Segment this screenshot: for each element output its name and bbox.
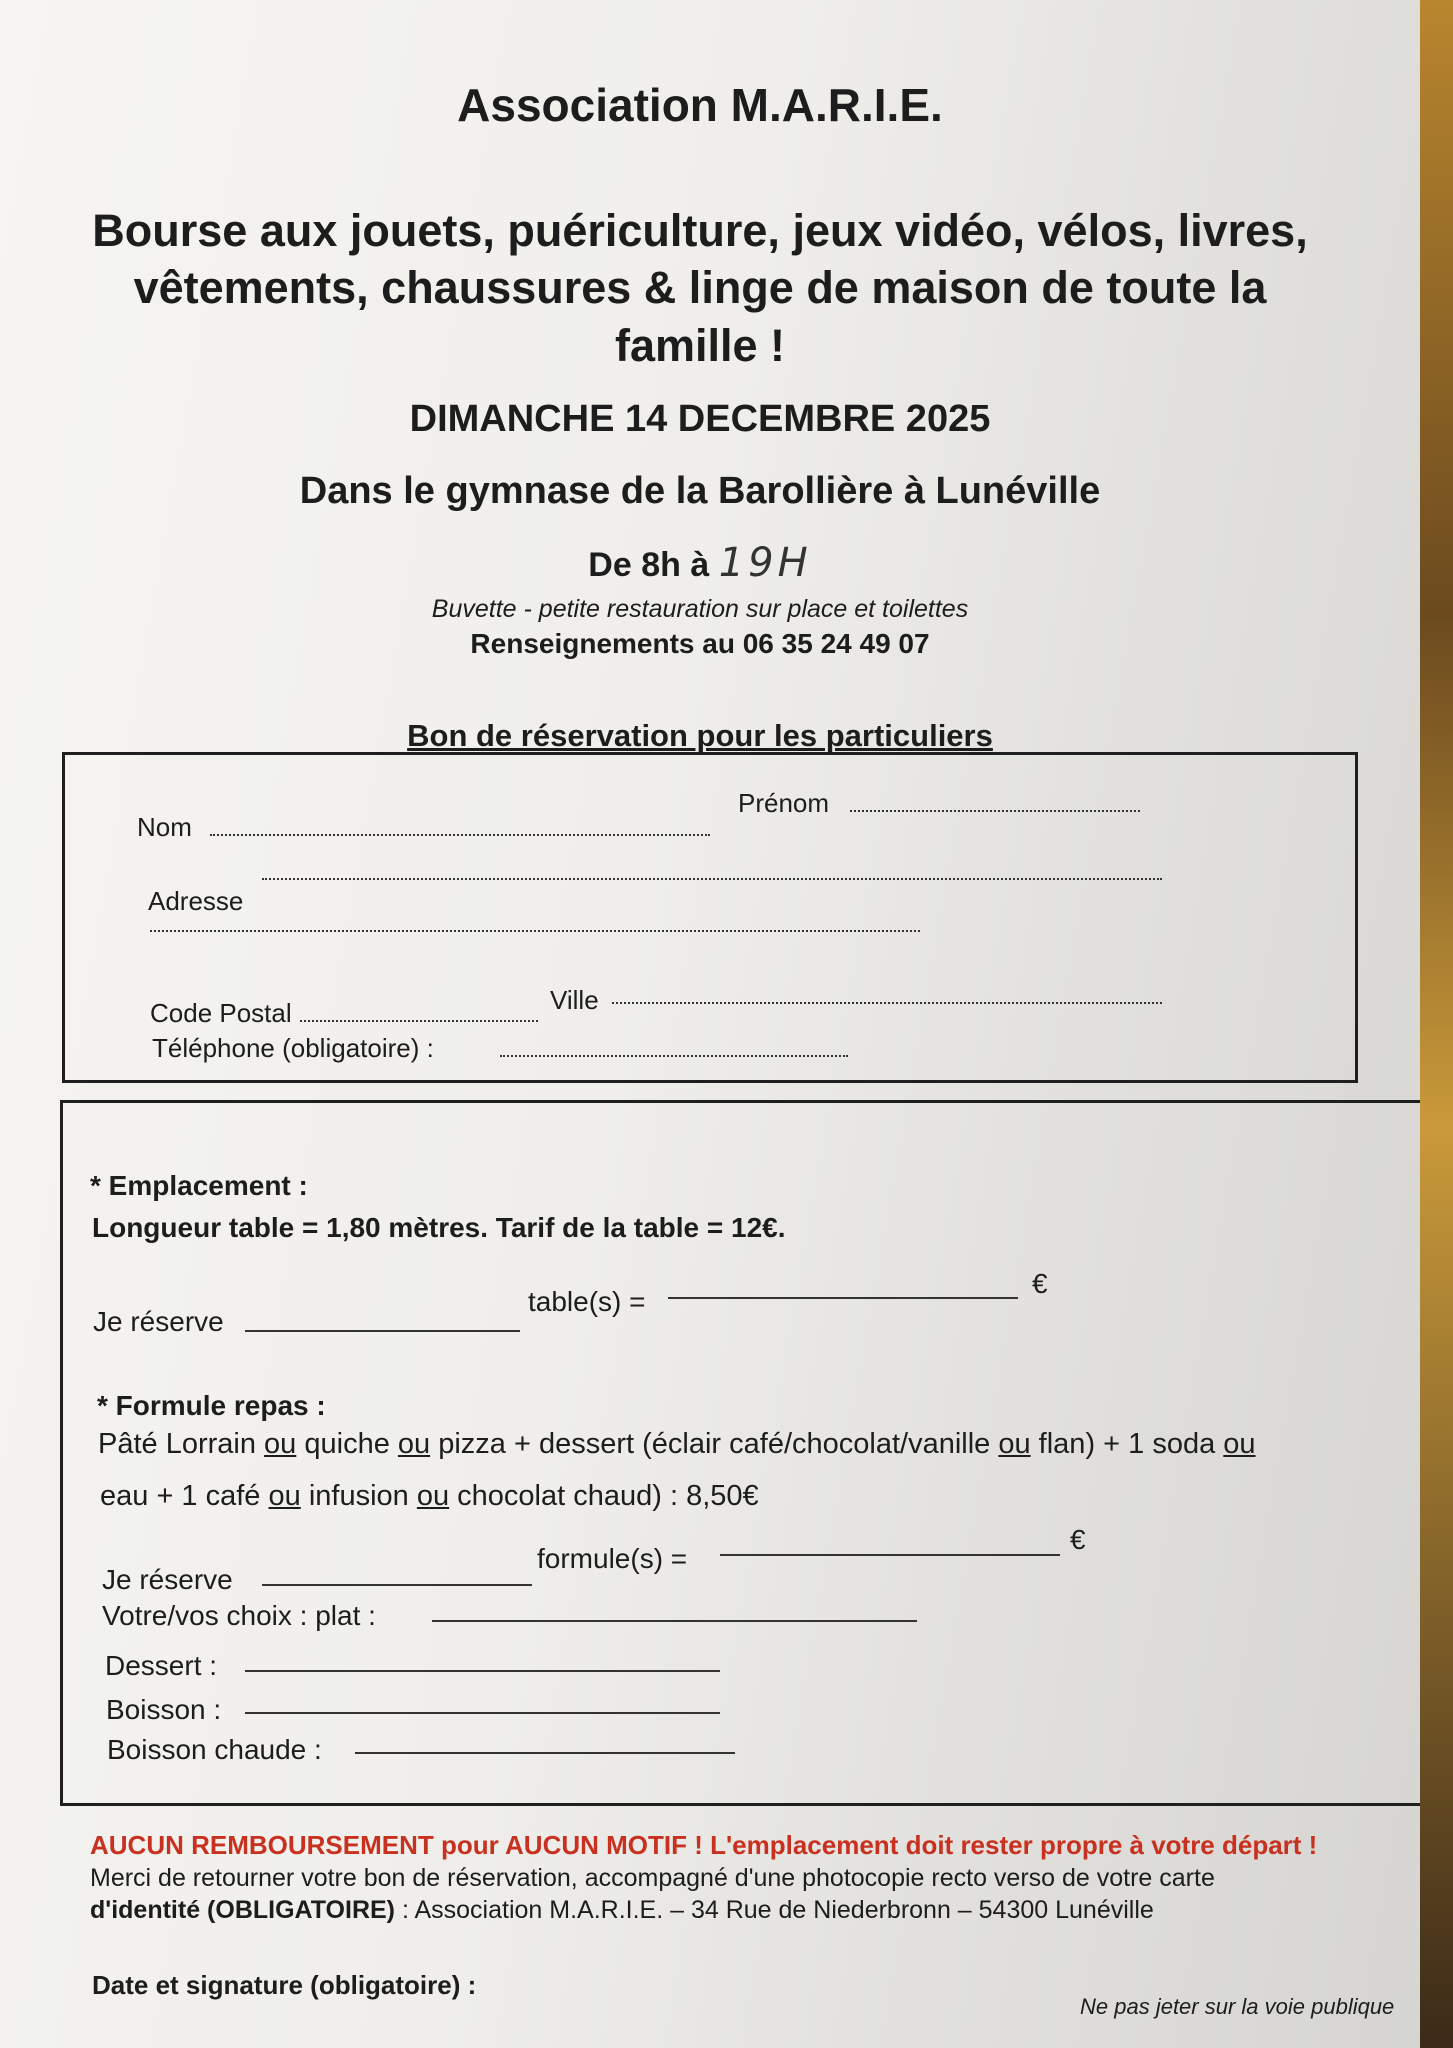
event-title-line-3: famille ! [614,320,786,371]
formules-label: formule(s) = [537,1543,688,1574]
reservation-heading: Bon de réservation pour les particuliers [407,718,993,753]
boisson-field[interactable] [245,1712,720,1714]
repas-heading: * Formule repas : [97,1390,326,1421]
boisson-label: Boisson : [106,1694,222,1725]
event-location: Dans le gymnase de la Barollière à Lunéville [299,470,1101,512]
formule-total-field[interactable] [720,1554,1060,1556]
nom-field[interactable] [210,834,710,836]
emplacement-details: Longueur table = 1,80 mètres. Tarif de la table = 12€. [92,1212,786,1243]
event-title-line-2: vêtements, chaussures & linge de maison de toute la [133,262,1267,313]
boisson-chaude-field[interactable] [355,1752,735,1754]
formule-je-reserve-label: Je réserve [102,1564,233,1595]
prenom-field[interactable] [850,810,1140,812]
nom-label: Nom [137,812,192,842]
event-time [0,540,1400,586]
no-refund-warning: AUCUN REMBOURSEMENT pour AUCUN MOTIF ! L'emplacement doit rester propre à votre départ ! [90,1830,1318,1860]
dessert-label: Dessert : [105,1650,218,1681]
return-instructions-line-2: d'identité (OBLIGATOIRE) : Association M.A.R.I.E. – 34 Rue de Niederbronn – 54300 Lunéville [90,1896,1154,1924]
adresse-label: Adresse [148,886,244,916]
phone-info: Renseignements au 06 35 24 49 07 [470,628,930,659]
table-count-field[interactable] [245,1330,520,1332]
plat-field[interactable] [432,1620,917,1622]
code-postal-field[interactable] [300,1020,538,1022]
emplacement-heading: * Emplacement : [90,1170,308,1201]
repas-description-line-1: Pâté Lorrain ou quiche ou pizza + dessert (éclair café/chocolat/vanille ou flan) + 1 soda ou [98,1428,1256,1460]
adresse-field-1[interactable] [262,878,1162,880]
repas-description-line-2: eau + 1 café ou infusion ou chocolat chaud) : 8,50€ [100,1480,759,1512]
boisson-chaude-label: Boisson chaude : [107,1734,322,1765]
ville-field[interactable] [612,1002,1162,1004]
formule-euro-sign: € [1070,1524,1086,1555]
time-handwritten: 19H [718,540,812,586]
plat-label: Votre/vos choix : plat : [102,1600,376,1631]
dessert-field[interactable] [245,1670,720,1672]
table-je-reserve-label: Je réserve [93,1306,224,1337]
table-total-field[interactable] [668,1297,1018,1299]
code-postal-label: Code Postal [150,998,292,1028]
litter-notice: Ne pas jeter sur la voie publique [1080,1994,1395,2019]
ville-label: Ville [550,985,599,1015]
formule-count-field[interactable] [262,1584,532,1586]
return-instructions-line-1: Merci de retourner votre bon de réservation, accompagné d'une photocopie recto verso de votre carte [90,1864,1215,1892]
tables-label: table(s) = [528,1286,646,1317]
table-euro-sign: € [1032,1268,1048,1299]
background-edge [1420,0,1453,2048]
signature-label: Date et signature (obligatoire) : [92,1970,477,2000]
telephone-field[interactable] [500,1055,848,1057]
time-prefix: De 8h à [588,546,710,584]
telephone-label: Téléphone (obligatoire) : [152,1033,434,1063]
event-date: DIMANCHE 14 DECEMBRE 2025 [409,398,991,440]
prenom-label: Prénom [738,788,830,818]
event-title-line-1: Bourse aux jouets, puériculture, jeux vidéo, vélos, livres, [92,205,1308,256]
buvette-info: Buvette - petite restauration sur place et toilettes [431,595,969,623]
association-name: Association M.A.R.I.E. [457,79,943,131]
adresse-field-2[interactable] [150,930,920,932]
